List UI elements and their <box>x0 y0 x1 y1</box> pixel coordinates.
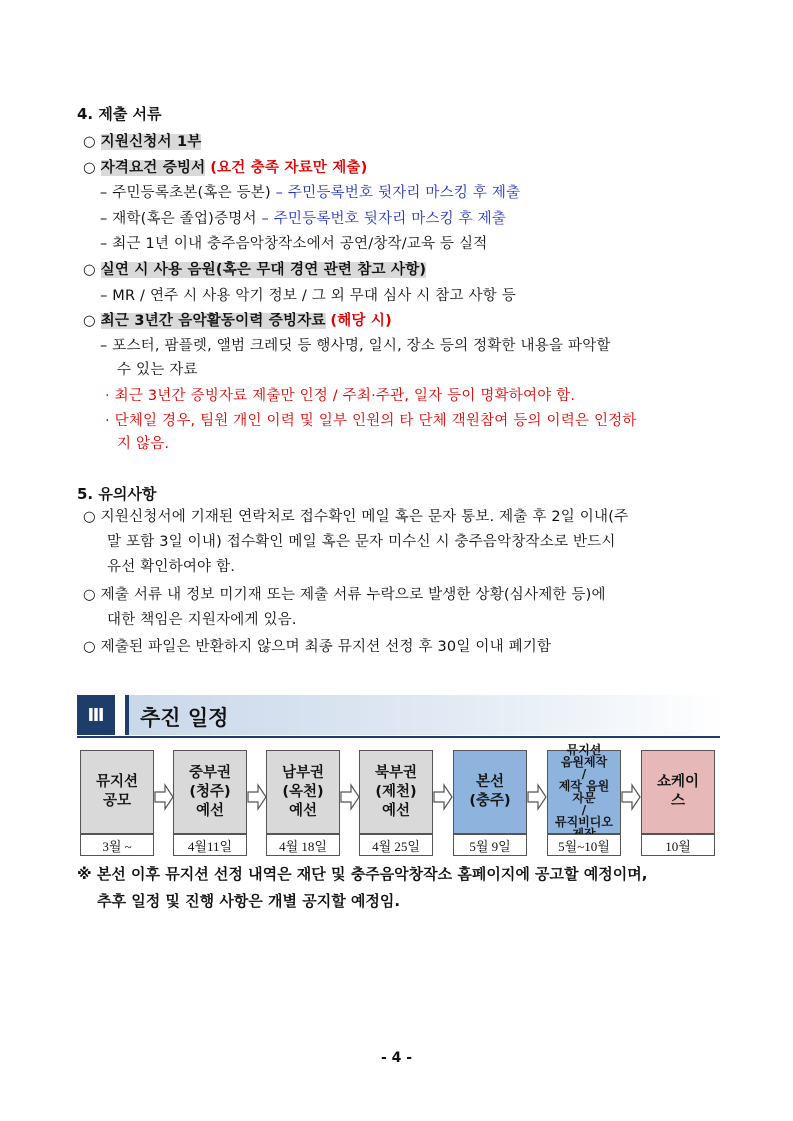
list-item <box>83 156 367 177</box>
dash: – <box>100 185 108 201</box>
timeline-step <box>173 750 247 834</box>
item-note: (해당 시) <box>330 313 392 329</box>
timeline-step <box>266 750 340 834</box>
item-text: 실연 시 사용 음원(혹은 무대 경연 관련 참고 사항) <box>100 262 427 278</box>
timeline-step <box>547 743 621 834</box>
dot-item <box>105 384 575 405</box>
sub-text: 재학(혹은 졸업)증명서 <box>112 211 257 227</box>
item-text: 최근 3년간 음악활동이력 증빙자료 <box>100 313 326 329</box>
section-numeral: Ⅲ <box>77 695 115 735</box>
list-item <box>83 309 392 330</box>
dot: · <box>105 413 110 429</box>
sub-text: MR / 연주 시 사용 악기 정보 / 그 외 무대 심사 시 참고 사항 등 <box>112 288 516 304</box>
arrow-right-icon <box>621 783 641 811</box>
sub-text: 주민등록초본(혹은 등본) <box>112 185 271 201</box>
paragraph-text: 지원신청서에 기재된 연락처로 접수확인 메일 혹은 문자 통보. 제출 후 2일 이내(주 <box>100 509 629 525</box>
paragraph-continued: 말 포함 3일 이내) 접수확인 메일 혹은 문자 미수신 시 충주음악창작소로 반드시 <box>107 534 616 550</box>
timeline-step-label: 남부권 (옥천) 예선 <box>281 764 325 819</box>
timeline-step <box>80 750 154 834</box>
timeline-step-label: 쇼케이 스 <box>656 774 700 809</box>
sub-text-continued: 수 있는 자료 <box>117 362 198 378</box>
paragraph-continued: 유선 확인하여야 함. <box>107 559 236 575</box>
timeline-step-label: 중부권 (청주) 예선 <box>188 764 232 819</box>
timeline-date: 3월 ~ <box>80 834 154 856</box>
paragraph <box>83 635 551 656</box>
timeline-step <box>453 750 527 834</box>
sub-item <box>100 232 487 253</box>
paragraph <box>83 505 628 526</box>
sub-item <box>100 181 520 202</box>
sub-note: – 주민등록번호 뒷자리 마스킹 후 제출 <box>261 211 507 227</box>
timeline-step <box>359 750 433 834</box>
section-divider <box>77 736 720 738</box>
list-item <box>83 130 201 151</box>
section-4-heading: 4. 제출 서류 <box>77 105 162 123</box>
paragraph-text: 제출 서류 내 정보 미기재 또는 제출 서류 누락으로 발생한 상황(심사제한 등)에 <box>100 587 606 603</box>
sub-item <box>100 284 516 305</box>
timeline-step-label: 뮤지션 음원제작 / 제작 음원 자문 / 뮤직비디오 <box>555 743 613 829</box>
dash: – <box>100 288 108 304</box>
dot: · <box>105 388 110 404</box>
arrow-right-icon <box>527 783 547 811</box>
item-note: (요건 충족 자료만 제출) <box>210 160 368 176</box>
page-number: - 4 - <box>380 1050 413 1066</box>
arrow-right-icon <box>154 783 174 811</box>
timeline-date: 4월 25일 <box>359 834 433 856</box>
arrow-right-icon <box>340 783 360 811</box>
item-text: 지원신청서 1부 <box>100 134 202 150</box>
bullet: ○ <box>83 134 96 150</box>
timeline-date: 4월11일 <box>173 834 247 856</box>
paragraph <box>83 583 606 604</box>
arrow-right-icon <box>247 783 267 811</box>
sub-note: – 주민등록번호 뒷자리 마스킹 후 제출 <box>275 185 521 201</box>
sub-text: 포스터, 팜플렛, 앨범 크레딧 등 행사명, 일시, 장소 등의 정확한 내용을 파악할 <box>112 338 611 354</box>
section-title: 추진 일정 <box>140 706 229 730</box>
sub-item <box>100 334 611 355</box>
dash: – <box>100 236 108 252</box>
item-text: 자격요건 증빙서 <box>100 160 206 176</box>
dot-text: 단체일 경우, 팀원 개인 이력 및 일부 인원의 타 단체 객원참여 등의 이력은 인정하 <box>114 413 637 429</box>
paragraph-continued: 대한 책임은 지원자에게 있음. <box>107 612 297 628</box>
bullet: ○ <box>83 262 96 278</box>
dot-item <box>105 409 637 430</box>
timeline-step-label: 뮤지션 공모 <box>95 774 139 809</box>
bullet: ○ <box>83 639 96 655</box>
bullet: ○ <box>83 313 96 329</box>
bullet: ○ <box>83 160 96 176</box>
timeline-date: 5월~10월 <box>547 834 621 856</box>
sub-text: 최근 1년 이내 충주음악창작소에서 공연/창작/교육 등 실적 <box>112 236 488 252</box>
bullet: ○ <box>83 587 96 603</box>
timeline-date: 10월 <box>641 834 715 856</box>
section-5-heading: 5. 유의사항 <box>77 485 157 503</box>
dot-text-continued: 지 않음. <box>117 436 170 452</box>
list-item <box>83 258 426 279</box>
dash: – <box>100 338 108 354</box>
dash: – <box>100 211 108 227</box>
timeline-step-label: 본선 (충주) <box>469 774 511 809</box>
notice-line: ※ 본선 이후 뮤지션 선정 내역은 재단 및 충주음악창작소 홈페이지에 공고할 예정이며, <box>77 865 648 883</box>
paragraph-text: 제출된 파일은 반환하지 않으며 최종 뮤지션 선정 후 30일 이내 폐기함 <box>100 639 552 655</box>
timeline-step-label: 북부권 (제천) 예선 <box>374 764 418 819</box>
arrow-right-icon <box>433 783 453 811</box>
timeline-date: 5월 9일 <box>453 834 527 856</box>
timeline-step <box>641 750 715 834</box>
bullet: ○ <box>83 509 96 525</box>
sub-item <box>100 207 506 228</box>
dot-text: 최근 3년간 증빙자료 제출만 인정 / 주최·주관, 일자 등이 명확하여야 함. <box>114 388 576 404</box>
timeline-date: 4월 18일 <box>266 834 340 856</box>
notice-line: 추후 일정 및 진행 사항은 개별 공지할 예정임. <box>97 892 401 910</box>
